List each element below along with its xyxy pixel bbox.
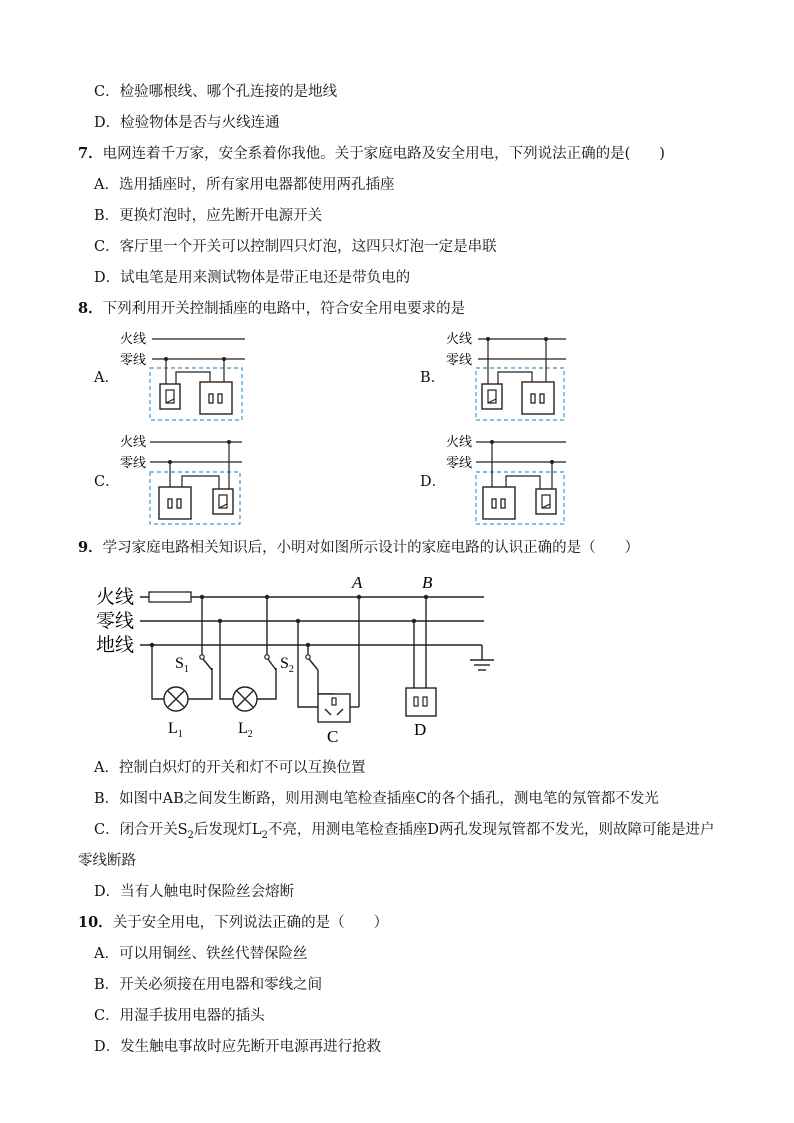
q9-option-b: B．如图中AB之间发生断路，则用测电笔检查插座C的各个插孔，测电笔的氖管都不发光 (94, 791, 659, 807)
q8a-live-label: 火线 (120, 332, 147, 347)
q10-question (78, 913, 388, 933)
q9-option-c: C．闭合开关$S_2$后发现灯$L_2$不亮，用测电笔检查插座D两孔发现氖管都不发光，则故障可能是进户 (94, 822, 715, 841)
q7-option-b: B．更换灯泡时，应先断开电源开关 (94, 208, 323, 224)
q8-label-a: A． (94, 370, 119, 386)
q8-label-b: B． (420, 370, 446, 386)
q7-stem: 电网连着千万家，安全系着你我他。关于家庭电路及安全用电，下列说法正确的是( ) (102, 146, 665, 162)
switch-s1-icon (203, 659, 212, 670)
q8d-live-label: 火线 (446, 435, 473, 450)
fuse-icon (149, 592, 191, 602)
q9-number: 9． (78, 539, 103, 556)
q9-live-label: 火线 (96, 586, 135, 608)
q8a-neutral-label: 零线 (120, 353, 147, 368)
q6-option-d: D．检验物体是否与火线连通 (94, 115, 280, 131)
q7-option-a: A．选用插座时，所有家用电器都使用两孔插座 (94, 177, 395, 193)
q8c-live-label: 火线 (120, 435, 147, 450)
q9-s1-label: $S_1$ (175, 655, 189, 675)
q10-option-b: B．开关必须接在用电器和零线之间 (94, 977, 323, 993)
q9-stem: 学习家庭电路相关知识后，小明对如图所示设计的家庭电路的认识正确的是（ ） (102, 540, 640, 556)
q8-label-c: C． (94, 474, 120, 490)
q8b-live-label: 火线 (446, 332, 473, 347)
q9-option-d: D．当有人触电时保险丝会熔断 (94, 884, 295, 900)
q10-option-a: A．可以用铜丝、铁丝代替保险丝 (94, 946, 308, 962)
q9-option-c-cont: 零线断路 (78, 853, 136, 869)
two-hole-socket-d-icon (406, 688, 436, 716)
q7-number: 7． (78, 145, 103, 162)
q9-ground-label: 地线 (96, 634, 135, 656)
q9-l2-label: $L_2$ (238, 720, 253, 740)
q9-option-a: A．控制白炽灯的开关和灯不可以互换位置 (94, 760, 366, 776)
q9-socket-c-label: C (327, 727, 339, 746)
q9-l1-label: $L_1$ (168, 720, 183, 740)
q9-point-a: A (352, 573, 363, 592)
q7-option-c: C．客厅里一个开关可以控制四只灯泡，这四只灯泡一定是串联 (94, 239, 497, 255)
q8-number: 8． (78, 300, 103, 317)
q8d-neutral-label: 零线 (446, 456, 473, 471)
q10-option-c: C．用湿手拔用电器的插头 (94, 1008, 265, 1024)
q8-stem: 下列利用开关控制插座的电路中，符合安全用电要求的是 (102, 301, 466, 317)
q8c-neutral-label: 零线 (120, 456, 147, 471)
switch-s2-icon (268, 659, 276, 670)
q8-label-d: D． (420, 474, 447, 490)
q10-stem: 关于安全用电，下列说法正确的是（ ） (112, 915, 389, 931)
q9-neutral-label: 零线 (96, 610, 135, 632)
q9-s2-label: $S_2$ (280, 655, 294, 675)
q8b-neutral-label: 零线 (446, 353, 473, 368)
q9-point-b: B (422, 573, 433, 592)
q6-option-c: C．检验哪根线、哪个孔连接的是地线 (94, 84, 338, 100)
q10-number: 10． (78, 914, 113, 931)
q10-option-d: D．发生触电事故时应先断开电源再进行抢救 (94, 1039, 382, 1055)
q9-socket-d-label: D (414, 720, 427, 739)
q7-option-d: D．试电笔是用来测试物体是带正电还是带负电的 (94, 270, 411, 286)
